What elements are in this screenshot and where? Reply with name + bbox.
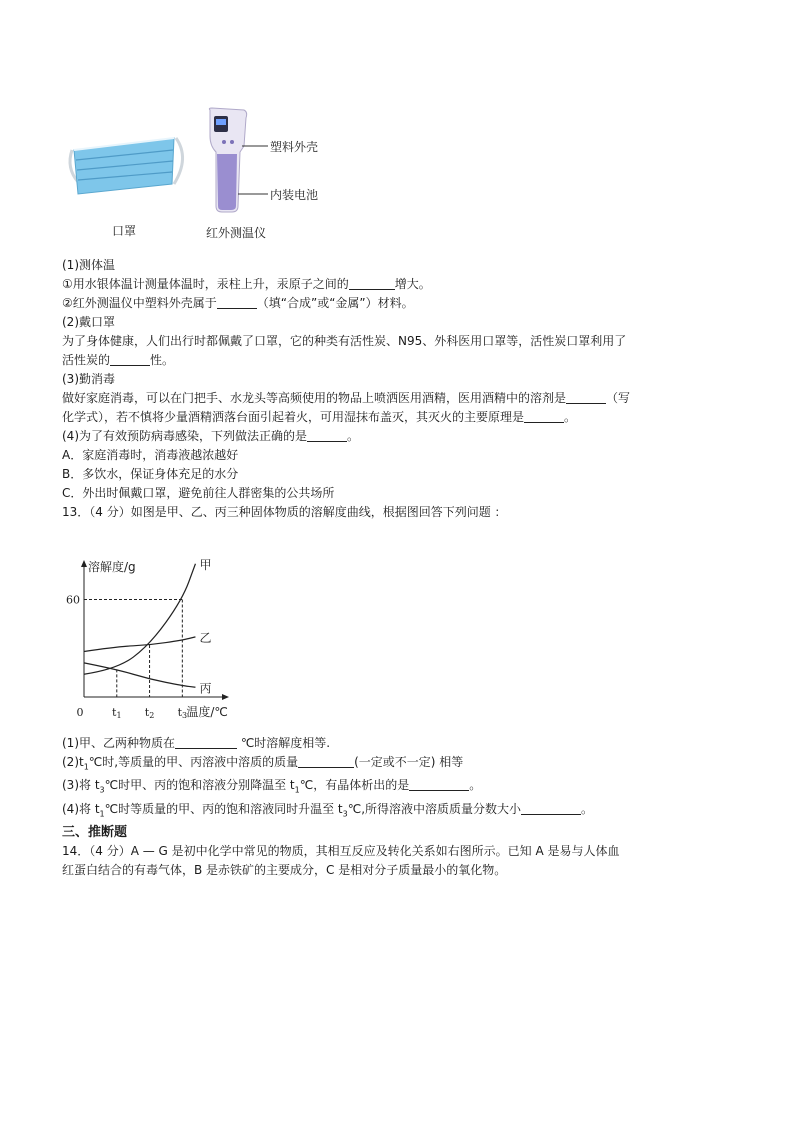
series-label-1: 甲 [199,557,212,572]
answer-blank[interactable] [521,802,581,815]
part3-text-1: 做好家庭消毒，可以在门把手、水龙头等高频使用的物品上喷洒医用酒精，医用酒精中的溶剂是 [62,391,567,405]
x-tick-label: t3 [177,706,188,720]
subscript: 1 [294,785,300,795]
x-axis-label: 温度/℃ [186,705,228,719]
series-line-2 [84,637,195,652]
question-12 [62,256,742,522]
y-axis-arrow [81,560,87,567]
answer-blank[interactable] [298,755,354,768]
part3-line1 [62,389,742,408]
part1-a-end: 增大。 [394,277,431,291]
answer-blank[interactable] [110,353,150,366]
q13-part4-a: (4)将 t [62,801,100,816]
answer-blank[interactable] [409,778,469,791]
answer-blank[interactable] [217,296,257,309]
q14-line1: 14．（4 分）A — G 是初中化学中常见的物质，其相互反应及转化关系如右图所示。已知 A 是易与人体血 [62,844,620,859]
part2-title: (2)戴口罩 [62,315,115,329]
part1-b-end: （填“合成”或“金属”）材料。 [256,296,414,310]
subscript: 1 [83,762,89,772]
part3-end-2: 。 [564,410,577,424]
part4 [62,427,742,446]
part2-end: 性。 [150,353,175,367]
part2-text: 活性炭的 [62,353,111,367]
series-label-3: 丙 [199,681,212,696]
figures-area [60,100,380,250]
q13-part3-end: 。 [469,778,482,793]
q13-part2-end: (一定或不一定) 相等 [354,755,464,769]
series-line-1 [84,564,195,675]
q13-part3-a: (3)将 t [62,778,100,793]
x-axis-arrow [222,694,229,700]
part1-title: (1)测体温 [62,258,115,272]
subscript: 1 [99,809,105,819]
label-plastic-shell: 塑料外壳 [270,140,319,154]
part1-b-text: ②红外测温仪中塑料外壳属于 [62,296,217,310]
option-a: A．家庭消毒时，消毒液越浓越好 [62,448,239,462]
part2-line1: 为了身体健康，人们出行时都佩戴了口罩，它的种类有活性炭、N95、外科医用口罩等，活性炭口罩利用了 [62,334,627,348]
q13-part2 [62,753,742,776]
part3-text-2: 化学式），若不慎将少量酒精洒落台面引起着火，可用湿抹布盖灭，其灭火的主要原理是 [62,410,525,424]
x-tick-label: t2 [144,706,155,720]
q13-part3 [62,776,742,799]
part1-a [62,275,742,294]
label-battery: 内装电池 [270,188,319,202]
answer-blank[interactable] [175,736,237,749]
part4-text: (4)为了有效预防病毒感染，下列做法正确的是 [62,429,307,443]
question-13-parts [62,734,742,880]
y-axis-label: 溶解度/g [88,560,136,574]
question-13-stem: 13．（4 分）如图是甲、乙、丙三种固体物质的溶解度曲线，根据图回答下列问题 ： [62,505,507,519]
answer-blank[interactable] [566,391,606,404]
option-b: B．多饮水，保证身体充足的水分 [62,467,239,481]
series-label-2: 乙 [199,630,212,645]
part3-line2 [62,408,742,427]
q13-part4-c: ℃,所得溶液中溶质质量分数大小 [347,801,522,816]
part3-title: (3)勤消毒 [62,372,115,386]
solubility-chart [62,555,242,725]
q13-part1 [62,734,742,753]
x-tick-label: t1 [112,706,122,720]
part4-end: 。 [347,429,360,443]
q13-part4-end: 。 [581,801,594,816]
part1-a-text: ①用水银体温计测量体温时，汞柱上升，汞原子之间的 [62,277,349,291]
q13-part1-text: (1)甲、乙两种物质在 [62,736,175,750]
q13-part3-c: ℃，有晶体析出的是 [299,778,410,793]
q13-part4 [62,800,742,823]
answer-blank[interactable] [349,277,395,290]
part1-b [62,294,742,313]
q13-part2-a: (2)t [62,755,84,769]
answer-blank[interactable] [307,429,347,442]
q13-part4-b: ℃时等质量的甲、丙的饱和溶液同时升温至 t [104,801,343,816]
series-line-3 [84,663,195,687]
q13-part3-b: ℃时甲、丙的饱和溶液分别降温至 t [104,778,295,793]
subscript: 3 [99,785,105,795]
subscript: 3 [342,809,348,819]
option-c: C．外出时佩戴口罩，避免前往人群密集的公共场所 [62,486,335,500]
q14-line2: 红蛋白结合的有毒气体，B 是赤铁矿的主要成分，C 是相对分子质量最小的氧化物。 [62,863,507,878]
x-tick-label: 0 [76,706,84,719]
part2-line2 [62,351,742,370]
y-tick-label: 60 [66,593,80,607]
mask-caption: 口罩 [112,224,137,238]
answer-blank[interactable] [524,410,564,423]
thermometer-caption: 红外测温仪 [206,226,267,240]
q13-part1-end: ℃时溶解度相等. [237,736,331,750]
q13-part2-b: ℃时,等质量的甲、丙溶液中溶质的质量 [88,755,299,769]
part3-end-1: （写 [606,391,631,405]
section-3-title: 三、推断题 [62,825,128,841]
